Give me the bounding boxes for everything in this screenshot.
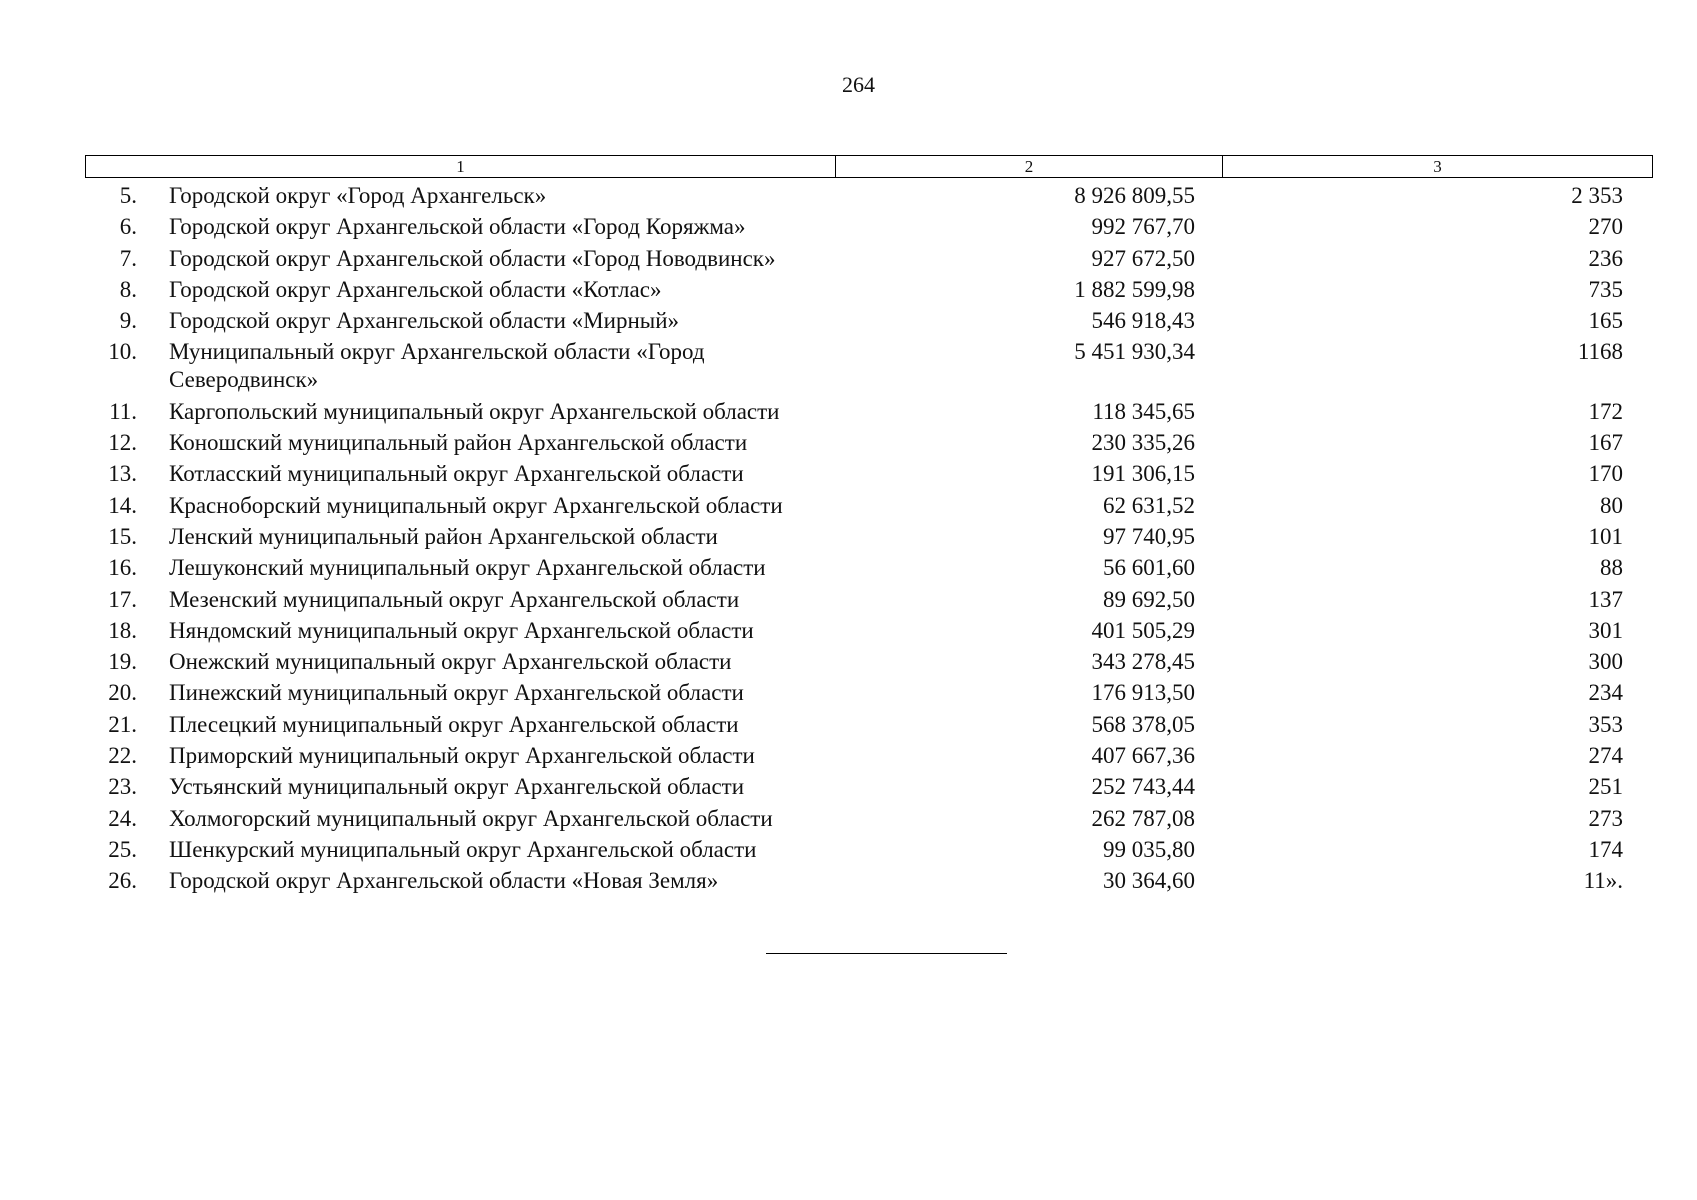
municipality-name: Лешуконский муниципальный округ Архангельской области (169, 555, 766, 581)
municipality-name: Онежский муниципальный округ Архангельской области (169, 649, 732, 675)
amount-value: 401 505,29 (1091, 617, 1195, 643)
row-number: 24. (108, 805, 137, 831)
amount-value: 56 601,60 (1103, 555, 1195, 581)
count-value: 11». (1583, 868, 1623, 894)
municipality-name: Коношский муниципальный район Архангельской области (169, 430, 748, 456)
municipality-name: Плесецкий муниципальный округ Архангельской области (169, 711, 739, 737)
municipality-name: Городской округ «Город Архангельск» (169, 183, 547, 208)
table-row (85, 742, 1652, 770)
municipality-name: Красноборский муниципальный округ Архангельской области (169, 492, 783, 518)
row-number: 8. (119, 276, 137, 302)
table-row (85, 805, 1652, 833)
amount-value: 99 035,80 (1103, 836, 1195, 862)
municipality-name: Городской округ Архангельской области «Мирный» (169, 308, 680, 334)
row-number: 16. (108, 555, 137, 581)
row-number: 9. (119, 308, 137, 334)
row-number: 22. (108, 743, 137, 769)
table-row (85, 338, 1652, 394)
municipality-name: Котласский муниципальный округ Архангельской области (169, 461, 744, 487)
municipality-name: Ленский муниципальный район Архангельской области (169, 523, 718, 549)
row-number: 26. (108, 868, 137, 894)
row-number: 12. (108, 430, 137, 456)
row-number: 23. (108, 774, 137, 800)
amount-value: 252 743,44 (1091, 774, 1195, 800)
row-number: 15. (108, 523, 137, 549)
amount-value: 8 926 809,55 (1074, 183, 1195, 208)
column-2-header: 2 (836, 156, 1223, 178)
amount-value: 30 364,60 (1103, 868, 1195, 894)
table-row (85, 460, 1652, 488)
table-body (85, 182, 1652, 899)
table-row (85, 245, 1652, 273)
table-row (85, 307, 1652, 335)
amount-value: 89 692,50 (1103, 586, 1195, 612)
count-value: 101 (1588, 523, 1623, 549)
row-number: 6. (119, 214, 137, 240)
amount-value: 1 882 599,98 (1074, 276, 1195, 302)
table-row (85, 429, 1652, 457)
amount-value: 5 451 930,34 (1074, 339, 1195, 365)
table-row (85, 554, 1652, 582)
amount-value: 62 631,52 (1103, 492, 1195, 518)
municipality-name: Городской округ Архангельской области «Котлас» (169, 276, 662, 302)
column-3-header: 3 (1223, 156, 1653, 178)
count-value: 274 (1588, 743, 1623, 769)
table-row (85, 679, 1652, 707)
row-number: 17. (108, 586, 137, 612)
count-value: 735 (1588, 276, 1623, 302)
row-number: 18. (108, 617, 137, 643)
amount-value: 176 913,50 (1091, 680, 1195, 706)
table-row (85, 398, 1652, 426)
row-number: 7. (119, 245, 137, 271)
row-number: 11. (109, 398, 137, 424)
amount-value: 230 335,26 (1091, 430, 1195, 456)
table-row (85, 586, 1652, 614)
count-value: 165 (1588, 308, 1623, 334)
table-row (85, 213, 1652, 241)
row-number: 19. (108, 649, 137, 675)
amount-value: 546 918,43 (1091, 308, 1195, 334)
municipality-name: Каргопольский муниципальный округ Архангельской области (169, 398, 780, 424)
count-value: 301 (1588, 617, 1623, 643)
municipality-name: Пинежский муниципальный округ Архангельской области (169, 680, 744, 706)
table-row (85, 617, 1652, 645)
municipality-name: Городской округ Архангельской области «Новая Земля» (169, 868, 719, 894)
count-value: 167 (1588, 430, 1623, 456)
amount-value: 927 672,50 (1091, 245, 1195, 271)
row-number: 25. (108, 836, 137, 862)
amount-value: 568 378,05 (1091, 711, 1195, 737)
count-value: 251 (1588, 774, 1623, 800)
municipality-name: Холмогорский муниципальный округ Архангельской области (169, 805, 773, 831)
row-number: 20. (108, 680, 137, 706)
row-number: 21. (108, 711, 137, 737)
amount-value: 407 667,36 (1091, 743, 1195, 769)
table-row (85, 182, 1652, 210)
count-value: 1168 (1577, 339, 1623, 365)
municipality-name: Городской округ Архангельской области «Город Коряжма» (169, 214, 746, 240)
table-row (85, 492, 1652, 520)
count-value: 236 (1588, 245, 1623, 271)
municipality-name: Устьянский муниципальный округ Архангельской области (169, 774, 745, 800)
table-row (85, 523, 1652, 551)
municipality-name: Шенкурский муниципальный округ Архангельской области (169, 836, 757, 862)
row-number: 10. (108, 339, 137, 365)
table-row (85, 867, 1652, 895)
page-number: 264 (842, 72, 875, 97)
amount-value: 118 345,65 (1092, 398, 1195, 424)
count-value: 137 (1588, 586, 1623, 612)
amount-value: 343 278,45 (1091, 649, 1195, 675)
count-value: 300 (1588, 649, 1623, 675)
amount-value: 191 306,15 (1091, 461, 1195, 487)
municipality-name: Муниципальный округ Архангельской области «Город Северодвинск» (169, 339, 705, 393)
count-value: 172 (1588, 398, 1623, 424)
count-value: 270 (1588, 214, 1623, 240)
count-value: 273 (1588, 805, 1623, 831)
count-value: 88 (1600, 555, 1623, 581)
municipality-name: Городской округ Архангельской области «Город Новодвинск» (169, 245, 776, 271)
count-value: 80 (1600, 492, 1623, 518)
row-number: 14. (108, 492, 137, 518)
column-number-header (85, 155, 1653, 178)
count-value: 174 (1588, 836, 1623, 862)
count-value: 2 353 (1571, 183, 1623, 208)
table-row (85, 773, 1652, 801)
count-value: 353 (1588, 711, 1623, 737)
row-number: 5. (119, 183, 137, 208)
column-1-header: 1 (86, 156, 836, 178)
amount-value: 992 767,70 (1091, 214, 1195, 240)
count-value: 234 (1588, 680, 1623, 706)
table-row (85, 711, 1652, 739)
amount-value: 97 740,95 (1103, 523, 1195, 549)
count-value: 170 (1588, 461, 1623, 487)
closing-divider (766, 953, 1007, 954)
municipality-name: Мезенский муниципальный округ Архангельской области (169, 586, 740, 612)
municipality-name: Няндомский муниципальный округ Архангельской области (169, 617, 754, 643)
amount-value: 262 787,08 (1091, 805, 1195, 831)
row-number: 13. (108, 461, 137, 487)
table-row (85, 276, 1652, 304)
table-row (85, 648, 1652, 676)
table-row (85, 836, 1652, 864)
municipality-name: Приморский муниципальный округ Архангельской области (169, 743, 755, 769)
